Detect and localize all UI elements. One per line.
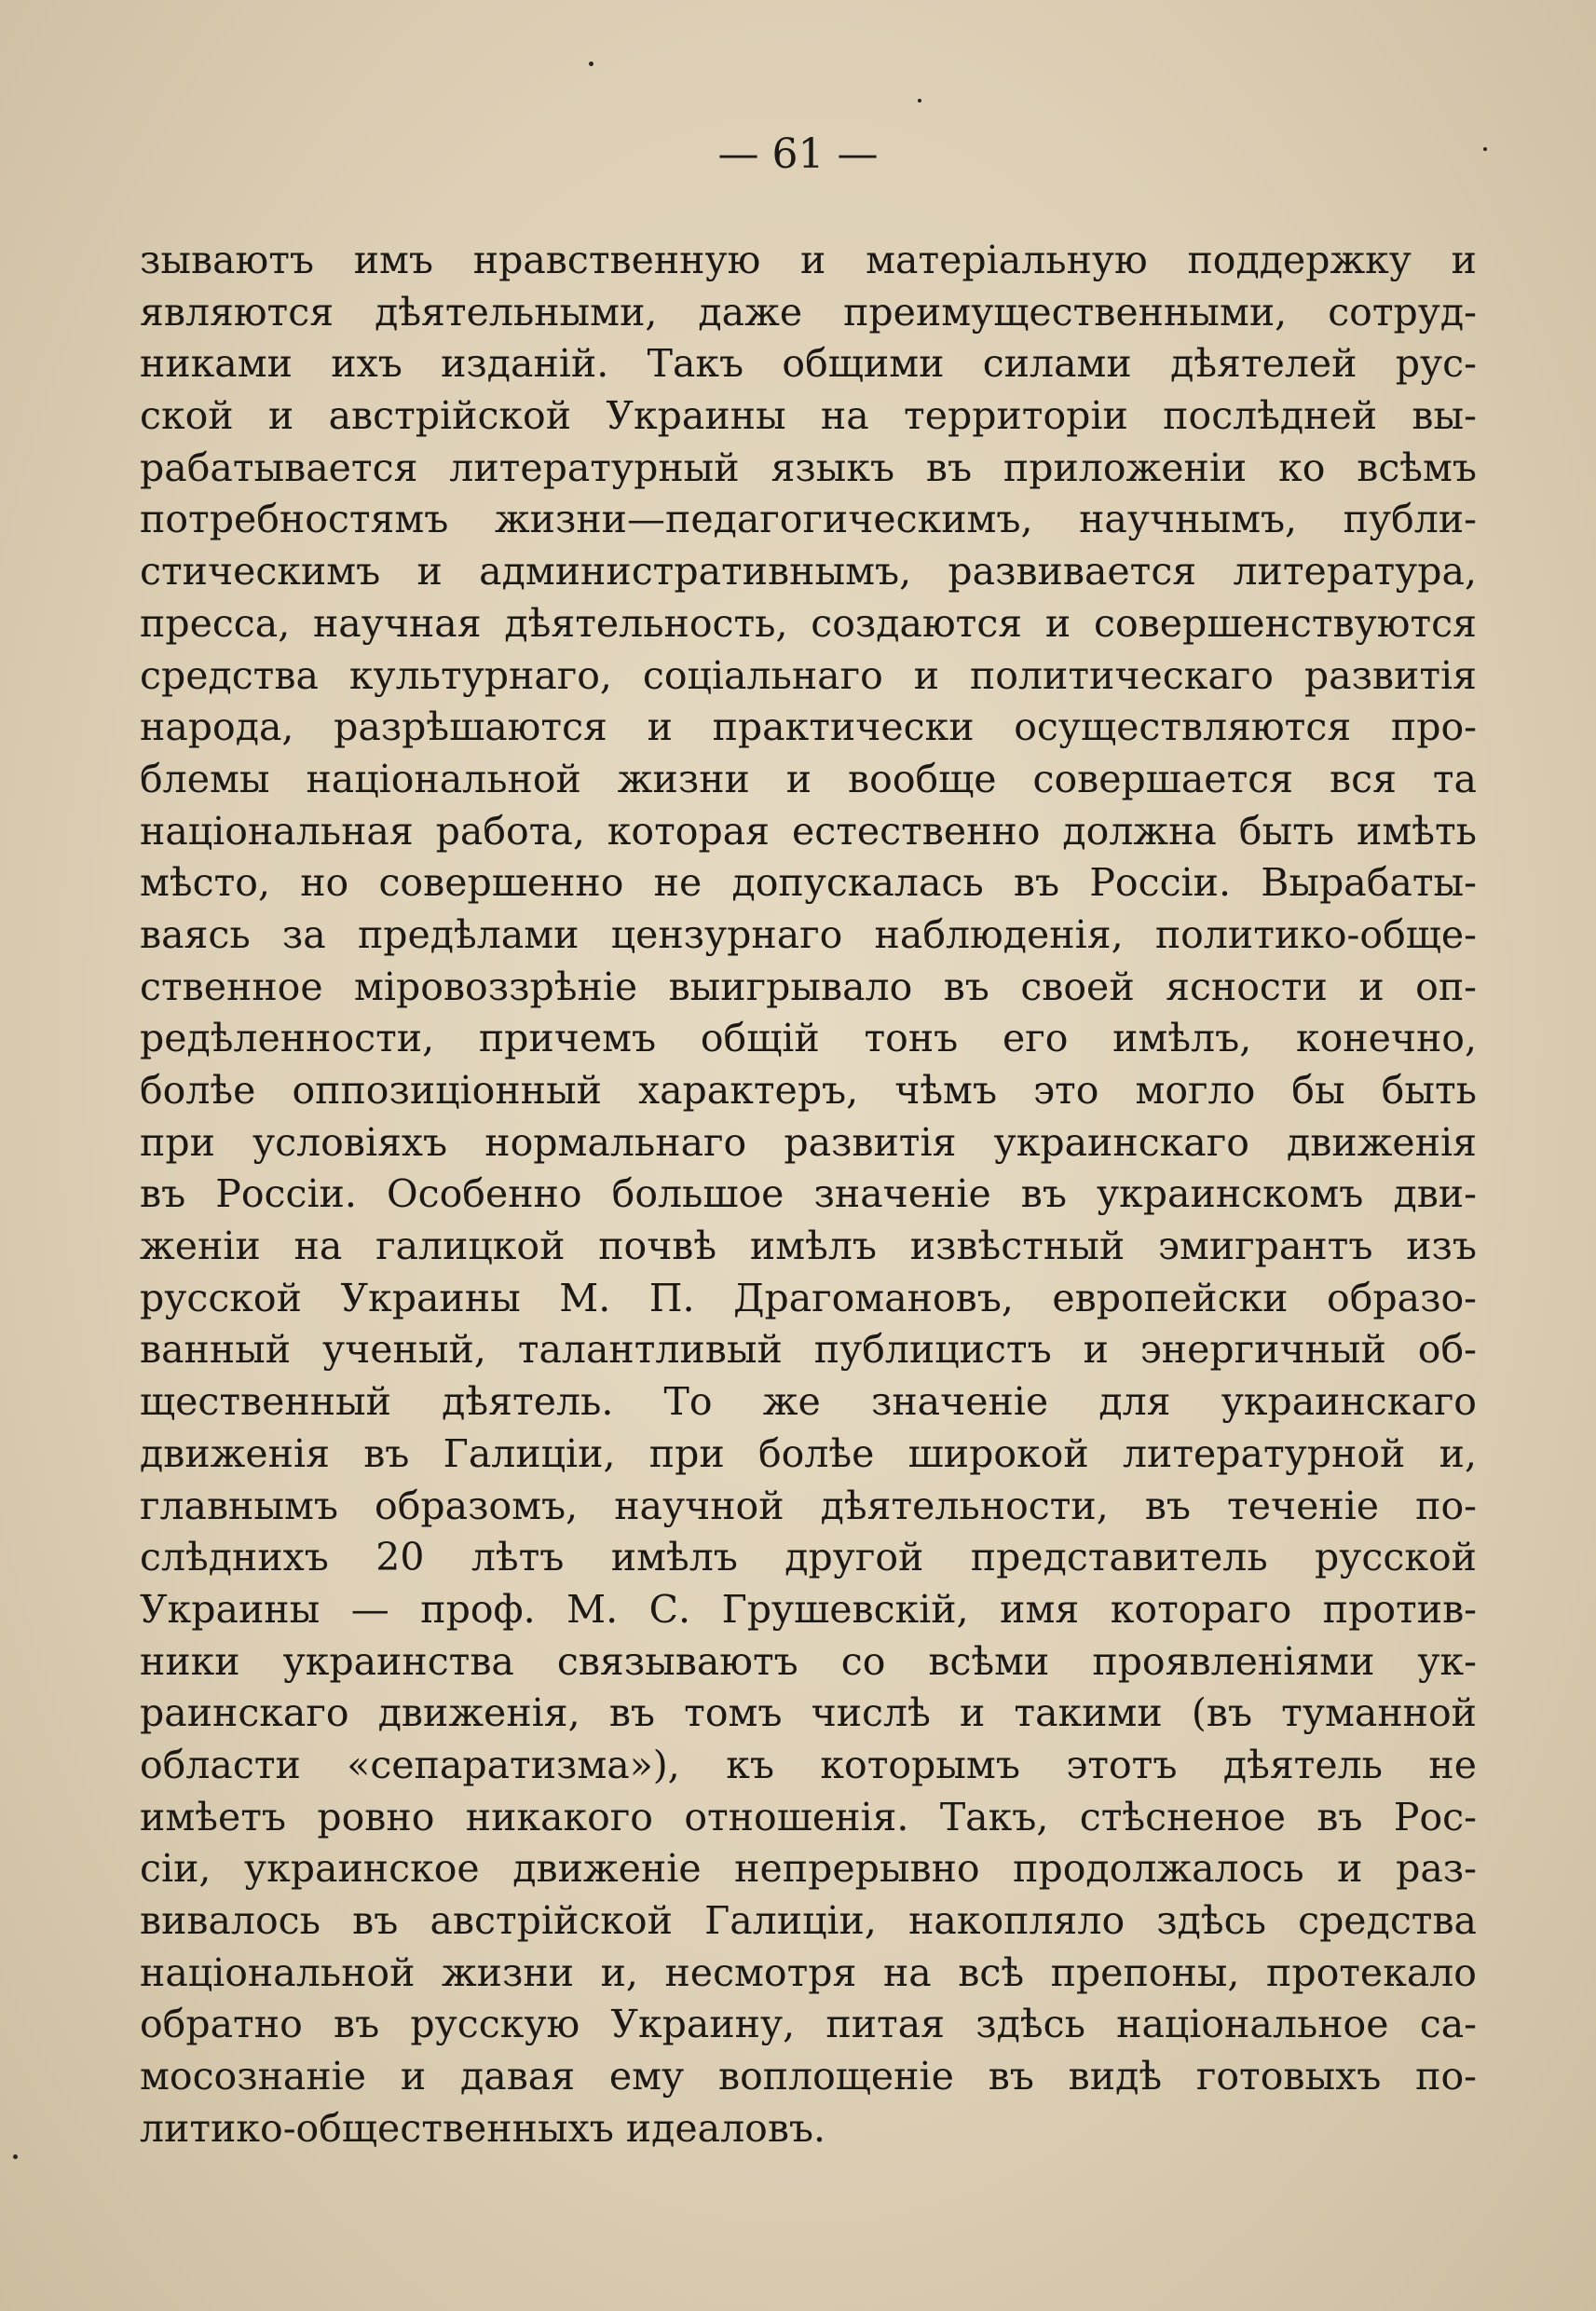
text-line: рабатывается литературный языкъ въ приложеніи ко всѣмъ — [140, 444, 1477, 490]
text-line: щественный дѣятель. То же значеніе для украинскаго — [140, 1379, 1477, 1425]
text-line: слѣднихъ 20 лѣтъ имѣлъ другой представитель русской — [140, 1535, 1477, 1580]
text-line: ванный ученый, талантливый публицистъ и энергичный об- — [140, 1327, 1477, 1373]
text-line: ственное міровоззрѣніе выигрывало въ своей ясности и оп- — [140, 964, 1477, 1009]
text-line: пресса, научная дѣятельность, создаются и совершенствуются — [140, 600, 1477, 646]
text-line: при условіяхъ нормальнаго развитія украинскаго движенія — [140, 1119, 1477, 1165]
text-line: русской Украины М. П. Драгомановъ, европейски образо- — [140, 1275, 1477, 1320]
text-line: ваясь за предѣлами цензурнаго наблюденія, политико-обще- — [140, 911, 1477, 957]
text-line: блемы національной жизни и вообще совершается вся та — [140, 756, 1477, 801]
text-line: имѣетъ ровно никакого отношенія. Такъ, стѣсненое въ Рос- — [140, 1794, 1477, 1839]
text-line-last: литико-общественныхъ идеаловъ. — [140, 2105, 826, 2151]
text-line: женіи на галицкой почвѣ имѣлъ извѣстный эмигрантъ изъ — [140, 1224, 1477, 1269]
text-line: раинскаго движенія, въ томъ числѣ и такими (въ туманной — [140, 1690, 1477, 1736]
text-line: національной жизни и, несмотря на всѣ препоны, протекало — [140, 1949, 1477, 1995]
text-line: стическимъ и административнымъ, развивается литература, — [140, 549, 1477, 595]
text-line: потребностямъ жизни—педагогическимъ, научнымъ, публи- — [140, 497, 1477, 542]
text-line: мѣсто, но совершенно не допускалась въ Россіи. Вырабаты- — [140, 860, 1477, 906]
text-line: движенія въ Галиціи, при болѣе широкой литературной и, — [140, 1430, 1477, 1476]
text-line: главнымъ образомъ, научной дѣятельности, въ теченіе по- — [140, 1483, 1477, 1528]
page-number: — 61 — — [717, 130, 879, 178]
text-line: болѣе оппозиціонный характеръ, чѣмъ это могло бы быть — [140, 1068, 1477, 1113]
text-line: вивалось въ австрійской Галиціи, накопляло здѣсь средства — [140, 1898, 1477, 1943]
text-line: средства культурнаго, соціальнаго и политическаго развитія — [140, 652, 1477, 698]
text-line: Украины — проф. М. С. Грушевскій, имя котораго против- — [140, 1586, 1477, 1632]
text-line: редѣленности, причемъ общій тонъ его имѣлъ, конечно, — [140, 1016, 1477, 1061]
ink-speck — [13, 2154, 18, 2159]
text-line: обратно въ русскую Украину, питая здѣсь національное са- — [140, 2002, 1477, 2047]
text-line: зываютъ имъ нравственную и матеріальную поддержку и — [140, 238, 1477, 282]
text-line: области «сепаратизма»), къ которымъ этотъ дѣятель не — [140, 1742, 1477, 1787]
text-line: народа, разрѣшаются и практически осуществляются про- — [140, 704, 1477, 750]
text-line: ской и австрійской Украины на территоріи послѣдней вы- — [140, 393, 1477, 439]
text-line: мосознаніе и давая ему воплощеніе въ видѣ готовыхъ по- — [140, 2054, 1477, 2099]
text-line: сіи, украинское движеніе непрерывно продолжалось и раз- — [140, 1846, 1477, 1892]
text-line: никами ихъ изданій. Такъ общими силами дѣятелей рус- — [140, 341, 1477, 387]
ink-speck — [589, 62, 593, 66]
ink-speck — [918, 99, 921, 103]
text-line: національная работа, которая естественно должна быть имѣть — [140, 808, 1477, 854]
text-line: въ Россіи. Особенно большое значеніе въ украинскомъ дви- — [140, 1171, 1477, 1217]
text-line: являются дѣятельными, даже преимущественными, сотруд- — [140, 289, 1477, 335]
body-text — [140, 235, 1477, 2154]
text-line: ники украинства связываютъ со всѣми проявленіями ук- — [140, 1638, 1477, 1684]
